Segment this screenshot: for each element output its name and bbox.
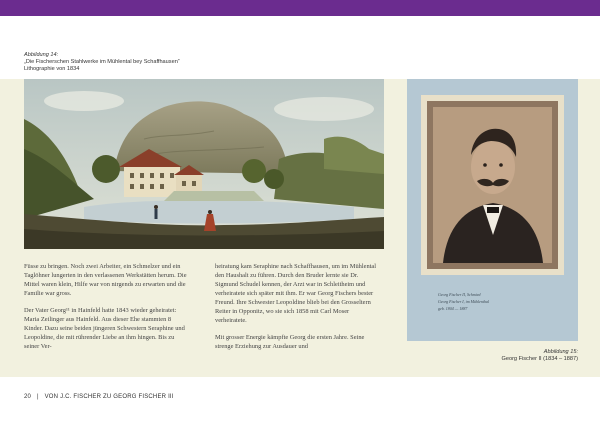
paragraph: Füsse zu bringen. Noch zwei Arbeiter, ein Schmelzer und ein Taglöhner lungerten in den verlassenen Werkstätten herum. Die Mittel waren klein, Hilfe war von nirgends zu erwarten und die Familie war gross. — [24, 263, 187, 297]
figure-15-title: Georg Fischer II (1834 – 1887) — [501, 356, 578, 362]
figure-14-title: „Die Fischerschen Stahlwerke im Mühlental bey Schaffhausen“ — [24, 59, 180, 65]
figure-15-label: Abbildung 15: — [543, 349, 578, 355]
figure-14-label: Abbildung 14: — [24, 52, 59, 58]
body-column-left — [24, 262, 190, 359]
figure-15-caption — [502, 349, 579, 363]
running-title: VON J.C. FISCHER ZU GEORG FISCHER III — [44, 394, 174, 400]
figure-14-caption — [24, 52, 180, 73]
photo-handwritten-note: Georg Fischer I, im Mühlenthal — [438, 299, 490, 304]
portrait-photo — [421, 95, 564, 275]
top-accent-bar — [0, 0, 600, 16]
paragraph: heiratung kam Seraphine nach Schaffhausen, um im Mühlental den Haushalt zu führen. Durch den Bruder lernte sie Dr. Sigmund Schudel kennen, der Arzt war in Schleitheim und verheiratete sich später mit ihm. Er war Georg Fischers bester Freund. Ihre Schwester Leopoldine blieb bei den Grosseltern Reiter in Opponitz, wo sie sich 1858 mit Carl Moser verheiratete. — [215, 263, 377, 324]
paragraph: Mit grosser Energie kämpfte Georg die ersten Jahre. Seine strenge Erziehung zur Ausdauer und — [215, 334, 365, 350]
page-footer — [24, 394, 174, 400]
footer-separator: | — [36, 394, 39, 400]
photo-handwritten-note: Georg Fischer II, Schmied — [438, 292, 481, 297]
paragraph: Der Vater Georg¹¹ in Hainfeld hatte 1843 wieder geheiratet: Maria Zeilinger aus Hainfeld. Aus dieser Ehe stammten 8 Kinder. Dazu seine beiden jüngeren Schwestern Seraphine und Leopoldine, die mit rührender Liebe an ihm hingen. Bis zu seiner Ver- — [24, 307, 185, 350]
page-number: 20 — [24, 394, 32, 400]
figure-14-medium: Lithographie von 1834 — [24, 66, 80, 72]
photo-handwritten-note: geb. 1804 — 1887 — [438, 306, 468, 311]
lithograph-mills-image — [24, 79, 384, 249]
body-column-right — [215, 262, 381, 359]
